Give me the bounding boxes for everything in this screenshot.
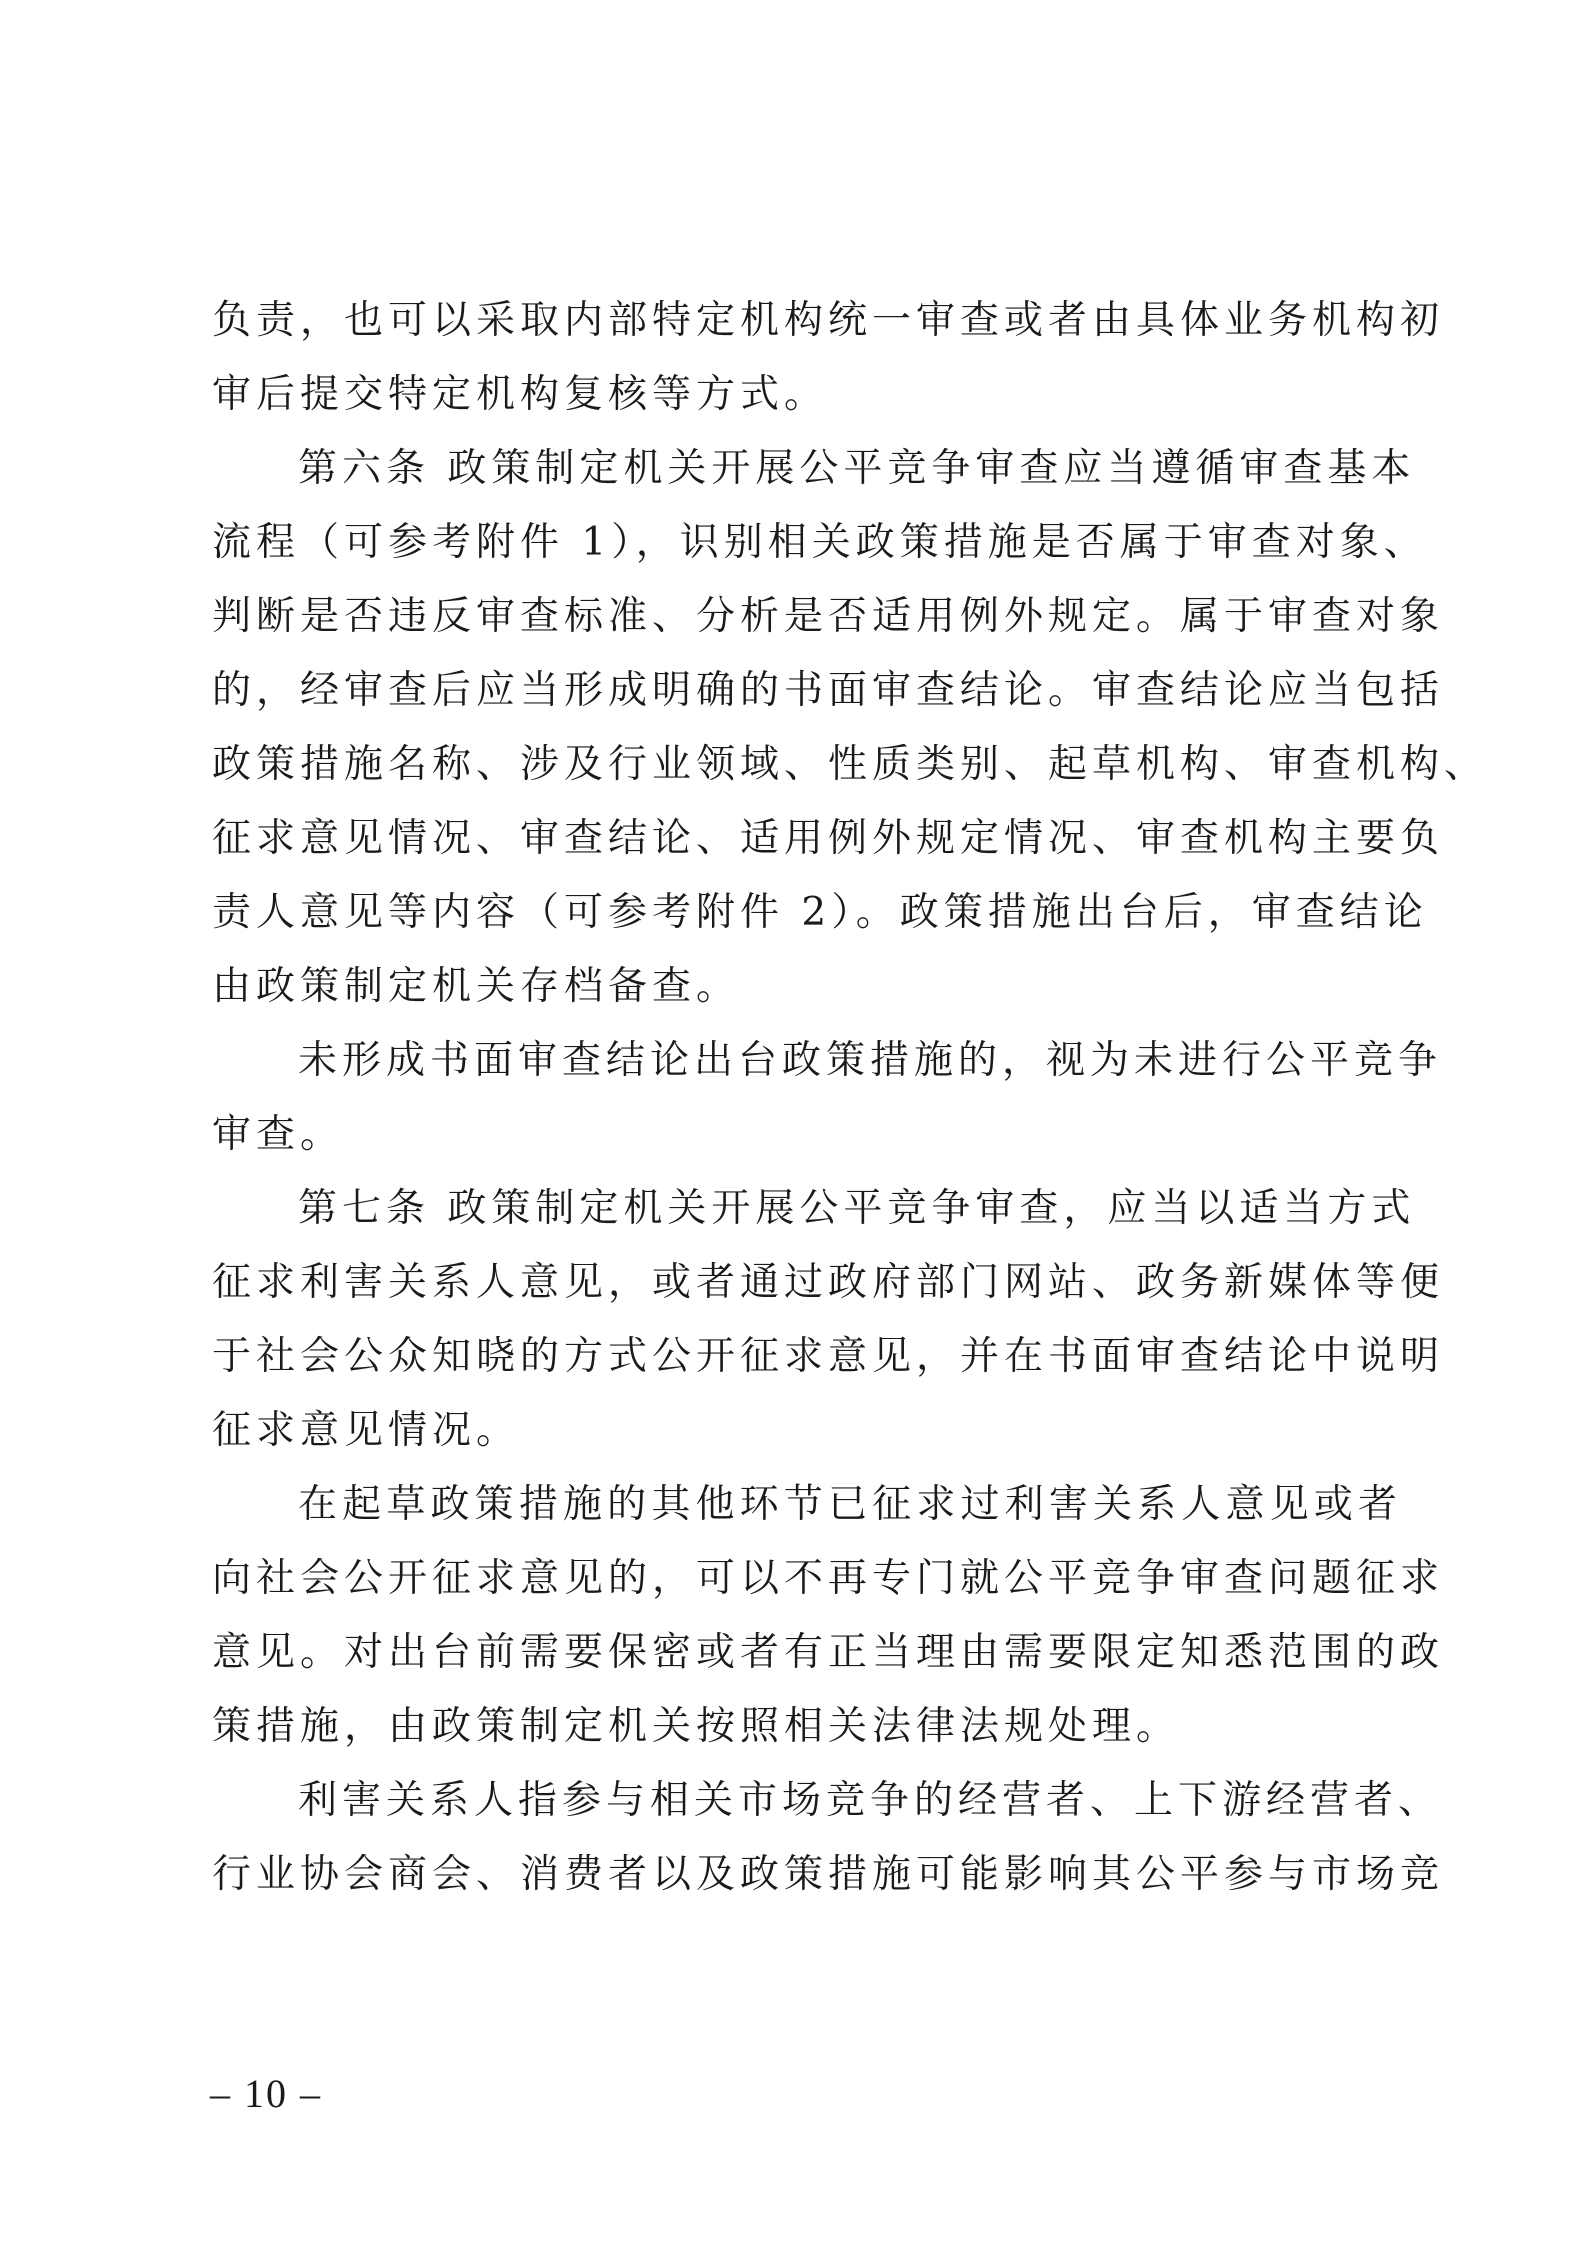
text-line: 责人意见等内容（可参考附件 2）。政策措施出台后，审查结论 — [212, 890, 1428, 935]
text-line: 策措施，由政策制定机关按照相关法律法规处理。 — [212, 1704, 1181, 1749]
text-line: 的，经审查后应当形成明确的书面审查结论。审查结论应当包括 — [212, 668, 1445, 713]
text-line: 流程（可参考附件 1），识别相关政策措施是否属于审查对象、 — [212, 520, 1428, 565]
text-line: 向社会公开征求意见的，可以不再专门就公平竞争审查问题征求 — [212, 1556, 1445, 1601]
text-line: 利害关系人指参与相关市场竞争的经营者、上下游经营者、 — [298, 1778, 1443, 1823]
text-line: 征求意见情况、审查结论、适用例外规定情况、审查机构主要负 — [212, 816, 1445, 861]
text-line: 政策措施名称、涉及行业领域、性质类别、起草机构、审查机构、 — [212, 742, 1489, 787]
text-line: 审后提交特定机构复核等方式。 — [212, 372, 829, 417]
text-line: 审查。 — [212, 1112, 345, 1157]
text-line: 负责，也可以采取内部特定机构统一审查或者由具体业务机构初 — [212, 298, 1445, 343]
text-line: 由政策制定机关存档备查。 — [212, 964, 741, 1009]
text-line: 行业协会商会、消费者以及政策措施可能影响其公平参与市场竞 — [212, 1852, 1445, 1897]
text-line: 于社会公众知晓的方式公开征求意见，并在书面审查结论中说明 — [212, 1334, 1445, 1379]
text-line: 未形成书面审查结论出台政策措施的，视为未进行公平竞争 — [298, 1038, 1443, 1083]
text-line: 征求利害关系人意见，或者通过政府部门网站、政务新媒体等便 — [212, 1260, 1445, 1305]
article-6-heading-line: 第六条 政策制定机关开展公平竞争审查应当遵循审查基本 — [298, 446, 1416, 491]
text-line: 在起草政策措施的其他环节已征求过利害关系人意见或者 — [298, 1482, 1402, 1527]
document-body — [212, 284, 1489, 1912]
page-number: – 10 – — [210, 2071, 322, 2116]
text-line: 判断是否违反审查标准、分析是否适用例外规定。属于审查对象 — [212, 594, 1445, 639]
article-7-heading-line: 第七条 政策制定机关开展公平竞争审查，应当以适当方式 — [298, 1186, 1416, 1231]
text-line: 意见。对出台前需要保密或者有正当理由需要限定知悉范围的政 — [212, 1630, 1445, 1675]
text-line: 征求意见情况。 — [212, 1408, 521, 1453]
